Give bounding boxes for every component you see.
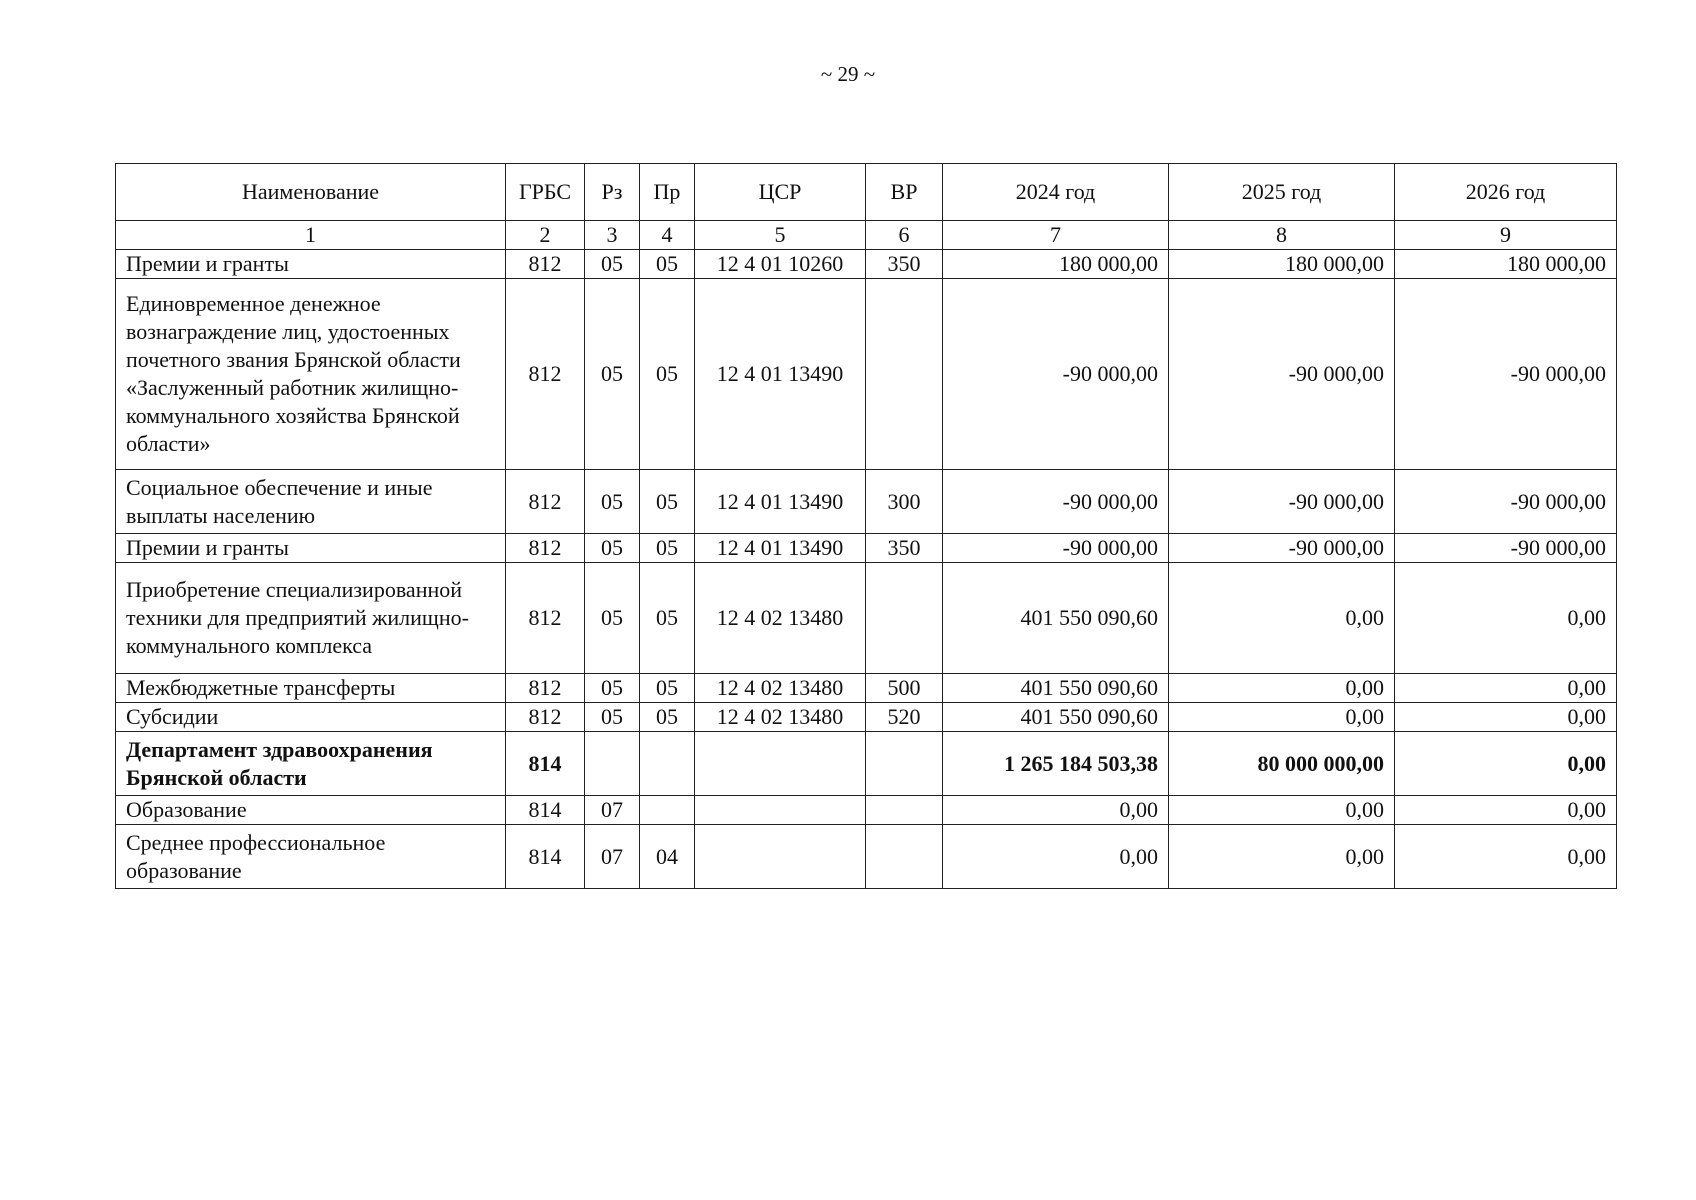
- column-header-2025: 2025 год: [1169, 164, 1395, 221]
- column-header-2026: 2026 год: [1395, 164, 1617, 221]
- row-pr: 05: [640, 534, 695, 563]
- row-vr: [866, 279, 943, 470]
- row-grbs: 814: [506, 796, 585, 825]
- row-grbs: 812: [506, 534, 585, 563]
- row-pr: 05: [640, 470, 695, 534]
- table-row: [116, 563, 1617, 674]
- row-grbs: 814: [506, 825, 585, 889]
- row-2026: -90 000,00: [1395, 534, 1617, 563]
- column-number: 4: [640, 221, 695, 250]
- column-number: 7: [943, 221, 1169, 250]
- row-2024: 401 550 090,60: [943, 563, 1169, 674]
- row-grbs: 812: [506, 470, 585, 534]
- row-vr: [866, 825, 943, 889]
- column-header-csr: ЦСР: [695, 164, 866, 221]
- table-row: [116, 796, 1617, 825]
- row-grbs: 812: [506, 279, 585, 470]
- row-2024: 180 000,00: [943, 250, 1169, 279]
- row-csr: 12 4 02 13480: [695, 674, 866, 703]
- row-name: Премии и гранты: [116, 250, 506, 279]
- table-row: [116, 674, 1617, 703]
- row-rz: [585, 732, 640, 796]
- row-pr: 05: [640, 250, 695, 279]
- row-2026: 0,00: [1395, 563, 1617, 674]
- table-row: [116, 703, 1617, 732]
- row-csr: 12 4 01 13490: [695, 534, 866, 563]
- row-2025: 0,00: [1169, 796, 1395, 825]
- column-header-rz: Рз: [585, 164, 640, 221]
- row-name: Образование: [116, 796, 506, 825]
- column-header-pr: Пр: [640, 164, 695, 221]
- row-grbs: 812: [506, 563, 585, 674]
- row-vr: 350: [866, 534, 943, 563]
- row-2025: -90 000,00: [1169, 470, 1395, 534]
- row-pr: 05: [640, 279, 695, 470]
- row-2026: 0,00: [1395, 674, 1617, 703]
- row-2026: -90 000,00: [1395, 279, 1617, 470]
- row-2024: 0,00: [943, 796, 1169, 825]
- column-header-vr: ВР: [866, 164, 943, 221]
- row-csr: 12 4 01 13490: [695, 279, 866, 470]
- row-2024: -90 000,00: [943, 470, 1169, 534]
- row-rz: 05: [585, 703, 640, 732]
- column-number: 6: [866, 221, 943, 250]
- row-2024: 1 265 184 503,38: [943, 732, 1169, 796]
- row-csr: 12 4 02 13480: [695, 563, 866, 674]
- row-rz: 05: [585, 674, 640, 703]
- row-name: Среднее профессиональное образование: [116, 825, 506, 889]
- row-vr: 500: [866, 674, 943, 703]
- row-2024: -90 000,00: [943, 534, 1169, 563]
- row-2025: 0,00: [1169, 563, 1395, 674]
- row-csr: 12 4 01 10260: [695, 250, 866, 279]
- row-pr: 05: [640, 703, 695, 732]
- column-header-2024: 2024 год: [943, 164, 1169, 221]
- column-header-name: Наименование: [116, 164, 506, 221]
- row-csr: [695, 732, 866, 796]
- row-name: Единовременное денежное вознаграждение лиц, удостоенных почетного звания Брянской области «Заслуженный работник жилищно-коммунального хозяйства Брянской области»: [116, 279, 506, 470]
- row-2025: 0,00: [1169, 825, 1395, 889]
- column-number-row: [116, 221, 1617, 250]
- row-pr: 05: [640, 563, 695, 674]
- row-vr: [866, 563, 943, 674]
- column-number: 2: [506, 221, 585, 250]
- row-grbs: 812: [506, 703, 585, 732]
- row-2026: 0,00: [1395, 796, 1617, 825]
- table-row: [116, 825, 1617, 889]
- table-row: [116, 470, 1617, 534]
- table-row: [116, 732, 1617, 796]
- row-name: Департамент здравоохранения Брянской области: [116, 732, 506, 796]
- row-name: Социальное обеспечение и иные выплаты населению: [116, 470, 506, 534]
- row-2024: 401 550 090,60: [943, 703, 1169, 732]
- row-2025: 0,00: [1169, 703, 1395, 732]
- column-number: 9: [1395, 221, 1617, 250]
- column-number: 1: [116, 221, 506, 250]
- row-vr: 350: [866, 250, 943, 279]
- column-header-grbs: ГРБС: [506, 164, 585, 221]
- header-row: [116, 164, 1617, 221]
- table-row: [116, 250, 1617, 279]
- row-2024: -90 000,00: [943, 279, 1169, 470]
- row-grbs: 812: [506, 674, 585, 703]
- row-vr: [866, 732, 943, 796]
- column-number: 3: [585, 221, 640, 250]
- row-2024: 401 550 090,60: [943, 674, 1169, 703]
- row-rz: 05: [585, 470, 640, 534]
- row-name: Премии и гранты: [116, 534, 506, 563]
- row-2026: 0,00: [1395, 825, 1617, 889]
- row-vr: 520: [866, 703, 943, 732]
- row-vr: 300: [866, 470, 943, 534]
- row-rz: 05: [585, 563, 640, 674]
- row-grbs: 812: [506, 250, 585, 279]
- column-number: 5: [695, 221, 866, 250]
- row-rz: 05: [585, 534, 640, 563]
- row-pr: 05: [640, 674, 695, 703]
- row-pr: [640, 796, 695, 825]
- row-2026: 180 000,00: [1395, 250, 1617, 279]
- row-csr: 12 4 02 13480: [695, 703, 866, 732]
- table-row: [116, 534, 1617, 563]
- row-name: Приобретение специализированной техники для предприятий жилищно-коммунального комплекса: [116, 563, 506, 674]
- row-pr: 04: [640, 825, 695, 889]
- budget-table: [115, 163, 1617, 889]
- row-grbs: 814: [506, 732, 585, 796]
- row-csr: [695, 825, 866, 889]
- row-rz: 07: [585, 796, 640, 825]
- row-2026: -90 000,00: [1395, 470, 1617, 534]
- row-rz: 05: [585, 250, 640, 279]
- table-row: [116, 279, 1617, 470]
- row-2025: -90 000,00: [1169, 534, 1395, 563]
- row-2026: 0,00: [1395, 732, 1617, 796]
- row-2025: -90 000,00: [1169, 279, 1395, 470]
- page-number: ~ 29 ~: [820, 62, 876, 86]
- row-name: Субсидии: [116, 703, 506, 732]
- row-2026: 0,00: [1395, 703, 1617, 732]
- row-csr: [695, 796, 866, 825]
- row-2025: 0,00: [1169, 674, 1395, 703]
- row-name: Межбюджетные трансферты: [116, 674, 506, 703]
- column-number: 8: [1169, 221, 1395, 250]
- row-vr: [866, 796, 943, 825]
- row-rz: 05: [585, 279, 640, 470]
- row-rz: 07: [585, 825, 640, 889]
- row-csr: 12 4 01 13490: [695, 470, 866, 534]
- row-2025: 180 000,00: [1169, 250, 1395, 279]
- row-pr: [640, 732, 695, 796]
- row-2025: 80 000 000,00: [1169, 732, 1395, 796]
- row-2024: 0,00: [943, 825, 1169, 889]
